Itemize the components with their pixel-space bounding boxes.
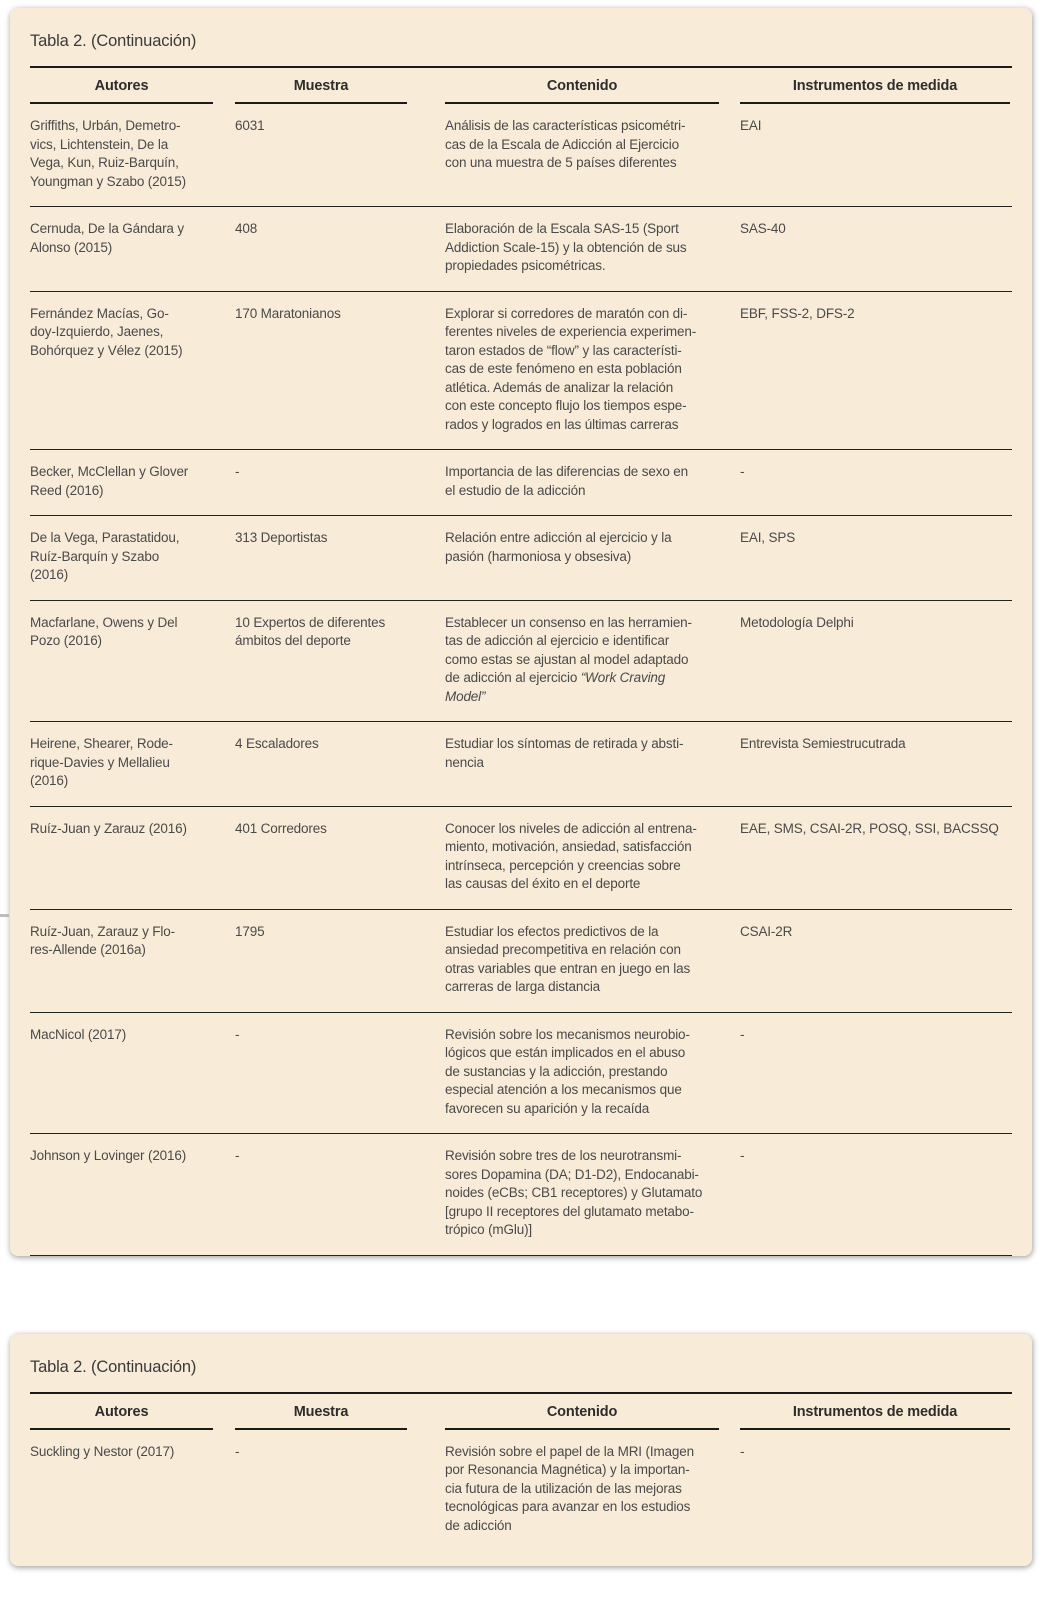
cell-autores: Suckling y Nestor (2017) <box>30 1443 175 1459</box>
cell-instrumentos: Metodología Delphi <box>740 614 854 630</box>
table-row <box>30 722 1012 807</box>
table-card-1 <box>10 8 1032 1256</box>
cell-muestra: 313 Deportistas <box>235 530 328 545</box>
cell-instrumentos: Entrevista Semiestrucutrada <box>740 736 906 751</box>
cell-contenido: Elaboración de la Escala SAS-15 (Sport Addiction Scale-15) y la obtención de sus propiedades psicométricas. <box>445 221 687 273</box>
cell-instrumentos: EAE, SMS, CSAI-2R, POSQ, SSI, BACSSQ <box>740 820 999 836</box>
column-header-muestra: Muestra <box>235 1404 445 1430</box>
cell-muestra: 401 Corredores <box>235 820 327 836</box>
cell-autores: Heirene, Shearer, Rode- rique-Davies y Mellalieu (2016) <box>30 736 173 788</box>
cell-contenido: Análisis de las características psicométri- cas de la Escala de Adicción al Ejercicio con una muestra de 5 países diferentes <box>445 118 686 170</box>
cell-muestra: 6031 <box>235 118 265 133</box>
table-row <box>30 910 1012 1013</box>
table-title: Tabla 2. (Continuación) <box>30 1357 197 1376</box>
table-row <box>30 1430 1012 1551</box>
cell-instrumentos: EAI, SPS <box>740 530 796 545</box>
cell-autores: Becker, McClellan y Glover Reed (2016) <box>30 464 189 498</box>
table-header-row <box>30 1394 1012 1430</box>
cell-contenido: Revisión sobre los mecanismos neurobio- lógicos que están implicados en el abuso de sustancias y la adicción, prestando especial atención a los mecanismos que favorecen su aparición y la recaída <box>445 1026 690 1116</box>
page-edge-mark <box>0 914 9 917</box>
column-header-autores: Autores <box>30 78 235 104</box>
cell-contenido: Importancia de las diferencias de sexo en el estudio de la adicción <box>445 464 688 498</box>
cell-contenido: Revisión sobre el papel de la MRI (Imagen por Resonancia Magnética) y la importan- cia futura de la utilización de las mejoras tecnológicas para avanzar en los estudios de adicción <box>445 1443 694 1533</box>
cell-autores: Griffiths, Urbán, Demetro- vics, Lichtenstein, De la Vega, Kun, Ruiz-Barquín, Youngman y Szabo (2015) <box>30 118 186 189</box>
cell-instrumentos: EBF, FSS-2, DFS-2 <box>740 305 855 321</box>
cell-contenido: Estudiar los efectos predictivos de la ansiedad precompetitiva en relación con otras variables que entran en juego en las carreras de larga distancia <box>445 923 691 994</box>
cell-muestra: - <box>235 464 240 479</box>
cell-contenido: Establecer un consenso en las herramien- tas de adicción al ejercicio e identificar como estas se ajustan al model adaptado de adicción al ejercicio “Work Craving Model” <box>445 614 692 704</box>
table-row <box>30 292 1012 451</box>
table-body <box>30 1430 1012 1551</box>
cell-instrumentos: - <box>740 1148 745 1163</box>
table-header-row <box>30 68 1012 104</box>
cell-contenido: Revisión sobre tres de los neurotransmi- sores Dopamina (DA; D1-D2), Endocanabi- noides (eCBs; CB1 receptores) y Glutamato [grupo II receptores del glutamato metabo- trópico (mGlu)] <box>445 1148 703 1237</box>
cell-contenido: Relación entre adicción al ejercicio y la pasión (harmoniosa y obsesiva) <box>445 530 672 564</box>
cell-autores: Ruíz-Juan, Zarauz y Flo- res-Allende (2016a) <box>30 923 175 957</box>
table-row <box>30 1134 1012 1256</box>
table-row <box>30 807 1012 910</box>
column-header-instrumentos: Instrumentos de medida <box>740 1404 1012 1430</box>
cell-instrumentos: SAS-40 <box>740 221 786 236</box>
cell-contenido: Explorar si corredores de maratón con di- ferentes niveles de experiencia experimen- taron estados de “flow” y las característi- cas de este fenómeno en esta población atlética. Además de analizar la relación con este concepto flujo los tiempos espe- rados y logrados en las últimas carreras <box>445 305 697 432</box>
table-row <box>30 104 1012 207</box>
cell-instrumentos: CSAI-2R <box>740 923 793 939</box>
cell-instrumentos: EAI <box>740 118 762 133</box>
cell-autores: De la Vega, Parastatidou, Ruíz-Barquín y Szabo (2016) <box>30 530 180 582</box>
table-row <box>30 207 1012 292</box>
cell-instrumentos: - <box>740 464 745 479</box>
cell-muestra: - <box>235 1148 240 1163</box>
table-row <box>30 516 1012 601</box>
cell-autores: MacNicol (2017) <box>30 1026 127 1042</box>
cell-autores: Ruíz-Juan y Zarauz (2016) <box>30 820 187 836</box>
cell-instrumentos: - <box>740 1026 745 1042</box>
cell-autores: Cernuda, De la Gándara y Alonso (2015) <box>30 221 184 255</box>
cell-autores: Macfarlane, Owens y Del Pozo (2016) <box>30 614 178 648</box>
table-row <box>30 601 1012 723</box>
table-row <box>30 1013 1012 1135</box>
cell-muestra: 408 <box>235 221 258 236</box>
cell-muestra: 170 Maratonianos <box>235 305 341 321</box>
column-header-autores: Autores <box>30 1404 235 1430</box>
column-header-instrumentos: Instrumentos de medida <box>740 78 1012 104</box>
column-header-muestra: Muestra <box>235 78 445 104</box>
cell-muestra: 4 Escaladores <box>235 736 319 751</box>
table-title: Tabla 2. (Continuación) <box>30 32 197 50</box>
cell-muestra: 1795 <box>235 923 265 939</box>
cell-contenido: Conocer los niveles de adicción al entrena- miento, motivación, ansiedad, satisfacción intrínseca, percepción y creencias sobre las causas del éxito en el deporte <box>445 820 697 891</box>
cell-muestra: - <box>235 1026 240 1042</box>
table-card-2 <box>10 1334 1032 1567</box>
cell-muestra: 10 Expertos de diferentes ámbitos del deporte <box>235 614 386 648</box>
cell-instrumentos: - <box>740 1443 745 1459</box>
column-header-contenido: Contenido <box>445 1404 740 1430</box>
cell-autores: Fernández Macías, Go- doy-Izquierdo, Jaenes, Bohórquez y Vélez (2015) <box>30 305 183 358</box>
cell-autores: Johnson y Lovinger (2016) <box>30 1148 187 1163</box>
cell-muestra: - <box>235 1443 240 1459</box>
cell-contenido: Estudiar los síntomas de retirada y absti- nencia <box>445 736 684 770</box>
table-row <box>30 450 1012 516</box>
column-header-contenido: Contenido <box>445 78 740 104</box>
table-body <box>30 104 1012 1256</box>
